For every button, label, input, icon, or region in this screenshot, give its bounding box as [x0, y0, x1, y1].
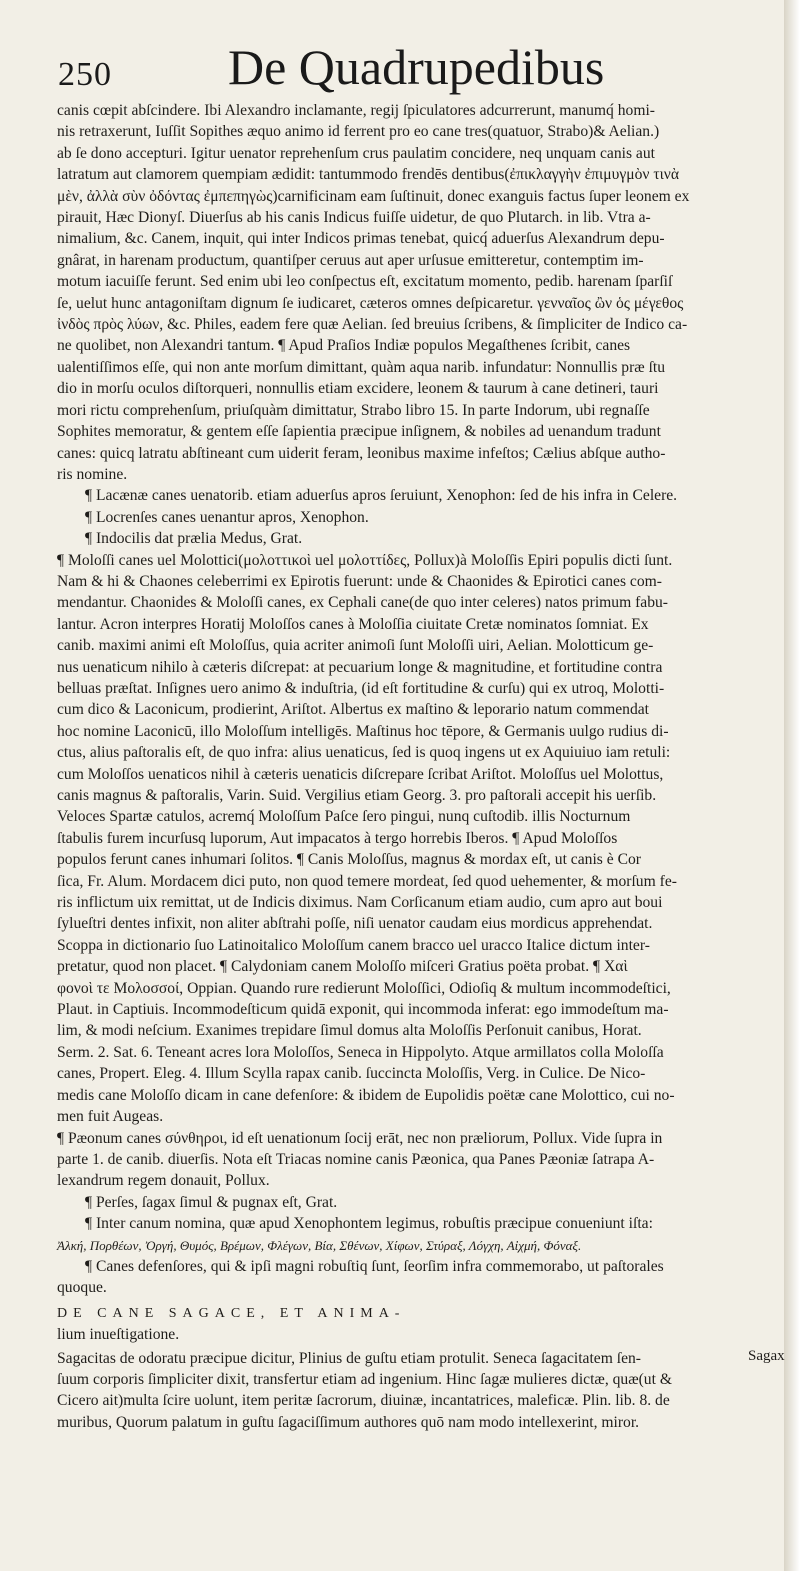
text-line: canis cœpit abſcindere. Ibi Alexandro inclamante, regij ſpiculatores adcurrerunt, manumq́ homi- [57, 102, 655, 119]
running-head: De Quadrupedibus [228, 39, 605, 95]
text-line: dio in morſu oculos diſtorqueri, nonnullis etiam excidere, leonem & taurum à cane detineri, tauri [57, 380, 659, 398]
text-line: ¶ Moloſſi canes uel Molottici(μολοττικοὶ uel μολοττίδες, Pollux)à Moloſſis Epiri populis dicti ſunt. [57, 551, 673, 569]
text-line: mendantur. Chaonides & Moloſſi canes, ex Cephali cane(de quo inter celeres) natos primum fabu- [57, 594, 669, 612]
text-line: lim, & modi neſcium. Exanimes trepidare ſimul domus alta Moloſſis Perſonuit canibus, Horat. [57, 1022, 642, 1040]
text-line: muribus, Quorum palatum in guſtu ſagaciſſimum authores quō nam modo intellexerint, miror. [57, 1413, 640, 1431]
text-line: ris nomine. [57, 465, 128, 483]
text-line: hoc nomine Laconicū, illo Moloſſum intelligēs. Maſtinus hoc tēpore, & Germanis uulgo rudius di- [57, 722, 669, 740]
text-line: men fuit Augeas. [57, 1108, 164, 1126]
entry-line: ¶ Canes defenſores, qui & ipſi magni robuſtiq ſunt, ſeorſim infra commemorabo, ut paſtorales [85, 1257, 664, 1275]
text-line: Cicero ait)multa ſcire uolunt, item peritæ ſacrorum, diuinæ, incantatrices, maleficæ. Plin. lib. 8. de [57, 1392, 670, 1410]
entry-line: ¶ Lacænæ canes uenatorib. etiam aduerſus apros ſeruiunt, Xenophon: ſed de his infra in Celere. [85, 487, 678, 505]
text-line: latratum aut clamorem quempiam ædidit: tantummodo frendēs dentibus(ἐπικλαγγὴν ἐπιμυγμὸν τινὰ [57, 166, 680, 184]
text-line: Plaut. in Captiuis. Incommodeſticum quidā exponit, qui incommoda inferat: ego immodeſtum ma- [57, 1001, 669, 1019]
entry-line: ¶ Inter canum nomina, quæ apud Xenophontem legimus, robuſtis præcipue conueniunt iſta: [85, 1215, 653, 1233]
text-line: cum dico & Laconicum, prodierint, Ariſtot. Albertus ex maſtino & leporario natum commendat [57, 701, 649, 719]
page-header [58, 34, 778, 102]
text-line: Scoppa in dictionario ſuo Latinoitalico Moloſſum canem bracco uel uracco Italice dictum inter- [57, 936, 650, 954]
text-line: mori rictu comprehenſum, priuſquàm dimittatur, Strabo libro 15. In parte Indorum, ubi regnaſſe [57, 401, 650, 419]
entry-line: quoque. [57, 1279, 107, 1297]
text-line: Nam & hi & Chaones celeberrimi ex Epirotis fuerunt: unde & Chaonides & Epirotici canes com- [57, 572, 662, 590]
text-line: motum iacuiſſe ferunt. Sed enim ubi leo conſpectus eſt, excitatum momento, pedib. harenam ſparſiſ [57, 273, 673, 291]
text-line: ¶ Pæonum canes σύνθηροι, id eſt uenationum ſocij erāt, nec non præliorum, Pollux. Vide ſupra in [57, 1129, 663, 1147]
sagacity-paragraph [57, 1348, 785, 1434]
section-title: DE CANE SAGACE, ET ANIMA- [57, 1305, 406, 1321]
text-line: Serm. 2. Sat. 6. Teneant acres lora Moloſſos, Seneca in Hippolyto. Atque armillatos colla Moloſſa [57, 1043, 664, 1061]
text-line: cum Moloſſos uenaticos nihil à cæteris uenaticis diſcrepare ſcribat Ariſtot. Moloſſus uel Molottus, [57, 765, 664, 783]
text-line: ualentiſſimos eſſe, qui non ante morſum dimittant, quàm aqua narib. infundatur: Nonnullis præ ſtu [57, 358, 666, 376]
section-subtitle: lium inueſtigatione. [57, 1326, 180, 1344]
short-entries [57, 485, 785, 549]
text-line: φονοὶ τε Μολοσσοί, Oppian. Quando rure redierunt Moloſſici, Odioſiq & multum incommodeſtici, [57, 979, 671, 997]
text-line: μὲν, ἀλλὰ σὺν ὀδόντας ἐμπεπηγὼς)carnificinam eam ſuſtinuit, donec exanguis factus ſuper leonem ex [57, 187, 690, 205]
molossus-paragraph [57, 550, 785, 1128]
text-line: gnârat, in harenam productum, quantiſper ceruus aut aper urſusue emitteretur, contemptim im- [57, 251, 644, 269]
text-line: ſylueſtri dentes infixit, non aliter abſtrahi poſſe, niſi uenator caudam eius mordicus apprehendat. [57, 915, 653, 933]
body-text [57, 100, 785, 1433]
entry-line: ¶ Perſes, ſagax ſimul & pugnax eſt, Grat. [85, 1193, 338, 1211]
text-line: canes, Propert. Eleg. 4. Illum Scylla rapax canib. ſuccincta Moloſſis, Verg. in Culice. De Nico- [57, 1065, 646, 1083]
text-line: Sophites memoratur, & gentem eſſe ſapientia præcipue inſignem, & nobiles ad uenandum tradunt [57, 423, 661, 441]
closing-entries [57, 1192, 785, 1299]
text-line: nis retraxerunt, Iuſſit Sopithes æquo animo id ferrent pro eo cane tres(quatuor, Strabo)& Aelian.) [57, 123, 660, 141]
text-line: ſe, uelut hunc antagoniſtam dignum ſe iudicaret, cæteros omnes deſpicaretur. γενναῖος ὢν ὁς μέγεθος [57, 294, 684, 312]
page-number: 250 [58, 56, 112, 93]
entry-line: ¶ Indocilis dat prælia Medus, Grat. [85, 530, 303, 548]
text-line: nus uenaticum nihilo à cæteris diſcrepat: at pecuarium longe & magnitudine, et fortitudine contra [57, 658, 663, 676]
text-line: ſuum corporis ſimpliciter dixit, transfertur etiam ad ingenium. Hinc ſagæ mulieres dictæ, quæ(ut & [57, 1370, 672, 1388]
text-line: medis cane Moloſſo dicam in cane defenſore: & ibidem de Eupolidis poëtæ cane Molottico, cui no- [57, 1086, 675, 1104]
catchword: Sagax [748, 1348, 785, 1364]
page-edge-shadow [784, 0, 800, 1571]
text-line: belluas præſtat. Inſignes uero animo & induſtria, (id eſt fortitudine & curſu) qui ex utroq, Molotti- [57, 679, 665, 697]
text-line: ἰνδὸς πρὸς λύων, &c. Philes, eadem fere quæ Aelian. ſed breuius ſcribens, & ſimpliciter de Indico ca- [57, 316, 688, 334]
text-line: lantur. Acron interpres Horatij Moloſſos canes à Moloſſia ciuitate Cretæ nominatos ſomniat. Ex [57, 615, 649, 633]
text-line: ſica, Fr. Alum. Mordacem dici puto, non quod temere mordeat, ſed quod uehementer, & morſum fe- [57, 872, 677, 890]
text-line: Sagacitas de odoratu præcipue dicitur, Plinius de guſtu etiam protulit. Seneca ſagacitatem ſen- [57, 1349, 641, 1367]
text-line: canib. maximi animi eſt Moloſſus, quia acriter animoſi ſunt Moloſſi uiri, Aelian. Molotticum ge- [57, 637, 654, 655]
text-line: ris inflictum uix remittat, ut de Indicis diximus. Nam Corſicanum etiam audio, cum apro aut boui [57, 894, 663, 912]
entry-line: Ἀλκή, Πορθέων, Ὀργή, Θυμός, Βρέμων, Φλέγων, Βία, Σθένων, Χίφων, Στύραξ, Λόγχη, Αἰχμή, Φόναξ. [57, 1237, 582, 1253]
opening-paragraph [57, 100, 785, 485]
text-line: ſtabulis furem incurſusq luporum, Aut impacatos à tergo horrebis Iberos. ¶ Apud Moloſſos [57, 829, 618, 847]
text-line: ne quolibet, non Alexandri tantum. ¶ Apud Praſios Indiæ populos Megaſthenes ſcribit, canes [57, 337, 631, 355]
text-line: lexandrum regem donauit, Pollux. [57, 1172, 270, 1190]
text-line: populos ferunt canes inhumari ſolitos. ¶ Canis Moloſſus, magnus & mordax eſt, ut canis è Cor [57, 851, 641, 869]
text-line: pretatur, quod non placet. ¶ Calydoniam canem Moloſſo miſceri Gratius poëta probat. ¶ Χαὶ [57, 958, 628, 976]
paeonum-paragraph [57, 1128, 785, 1192]
entry-line: ¶ Locrenſes canes uenantur apros, Xenophon. [85, 508, 369, 526]
text-line: pirauit, Hæc Dionyſ. Diuerſus ab his canis Indicus fuiſſe uidetur, de quo Plutarch. in lib. Vtra a- [57, 209, 651, 227]
text-line: ab ſe dono accepturi. Igitur uenator reprehenſum crus paulatim concidere, neq unquam canis aut [57, 144, 655, 162]
text-line: canes: quicq latratu abſtineant cum uiderit feram, leonibus maxime infeſtos; Cælius abſque autho- [57, 444, 666, 462]
text-line: parte 1. de canib. diuerſis. Nota eſt Triacas nomine canis Pæonica, qua Panes Pæoniæ ſatrapa A- [57, 1150, 655, 1168]
text-line: nimalium, &c. Canem, inquit, qui inter Indicos primas tenebat, quicq́ aduerſus Alexandrum depu- [57, 230, 665, 248]
text-line: Veloces Spartæ catulos, acremq́ Moloſſum Paſce ſero pingui, nunq cuſtodib. illis Nocturnum [57, 808, 631, 826]
text-line: canis magnus & paſtoralis, Varin. Suid. Vergilius etiam Georg. 3. pro paſtorali accepit his uerſib. [57, 787, 657, 804]
text-line: ctus, alius paſtoralis eſt, de quo infra: alius uenaticus, ſed is quoq ingens ut ex Aquiuiuo iam retuli: [57, 744, 671, 762]
